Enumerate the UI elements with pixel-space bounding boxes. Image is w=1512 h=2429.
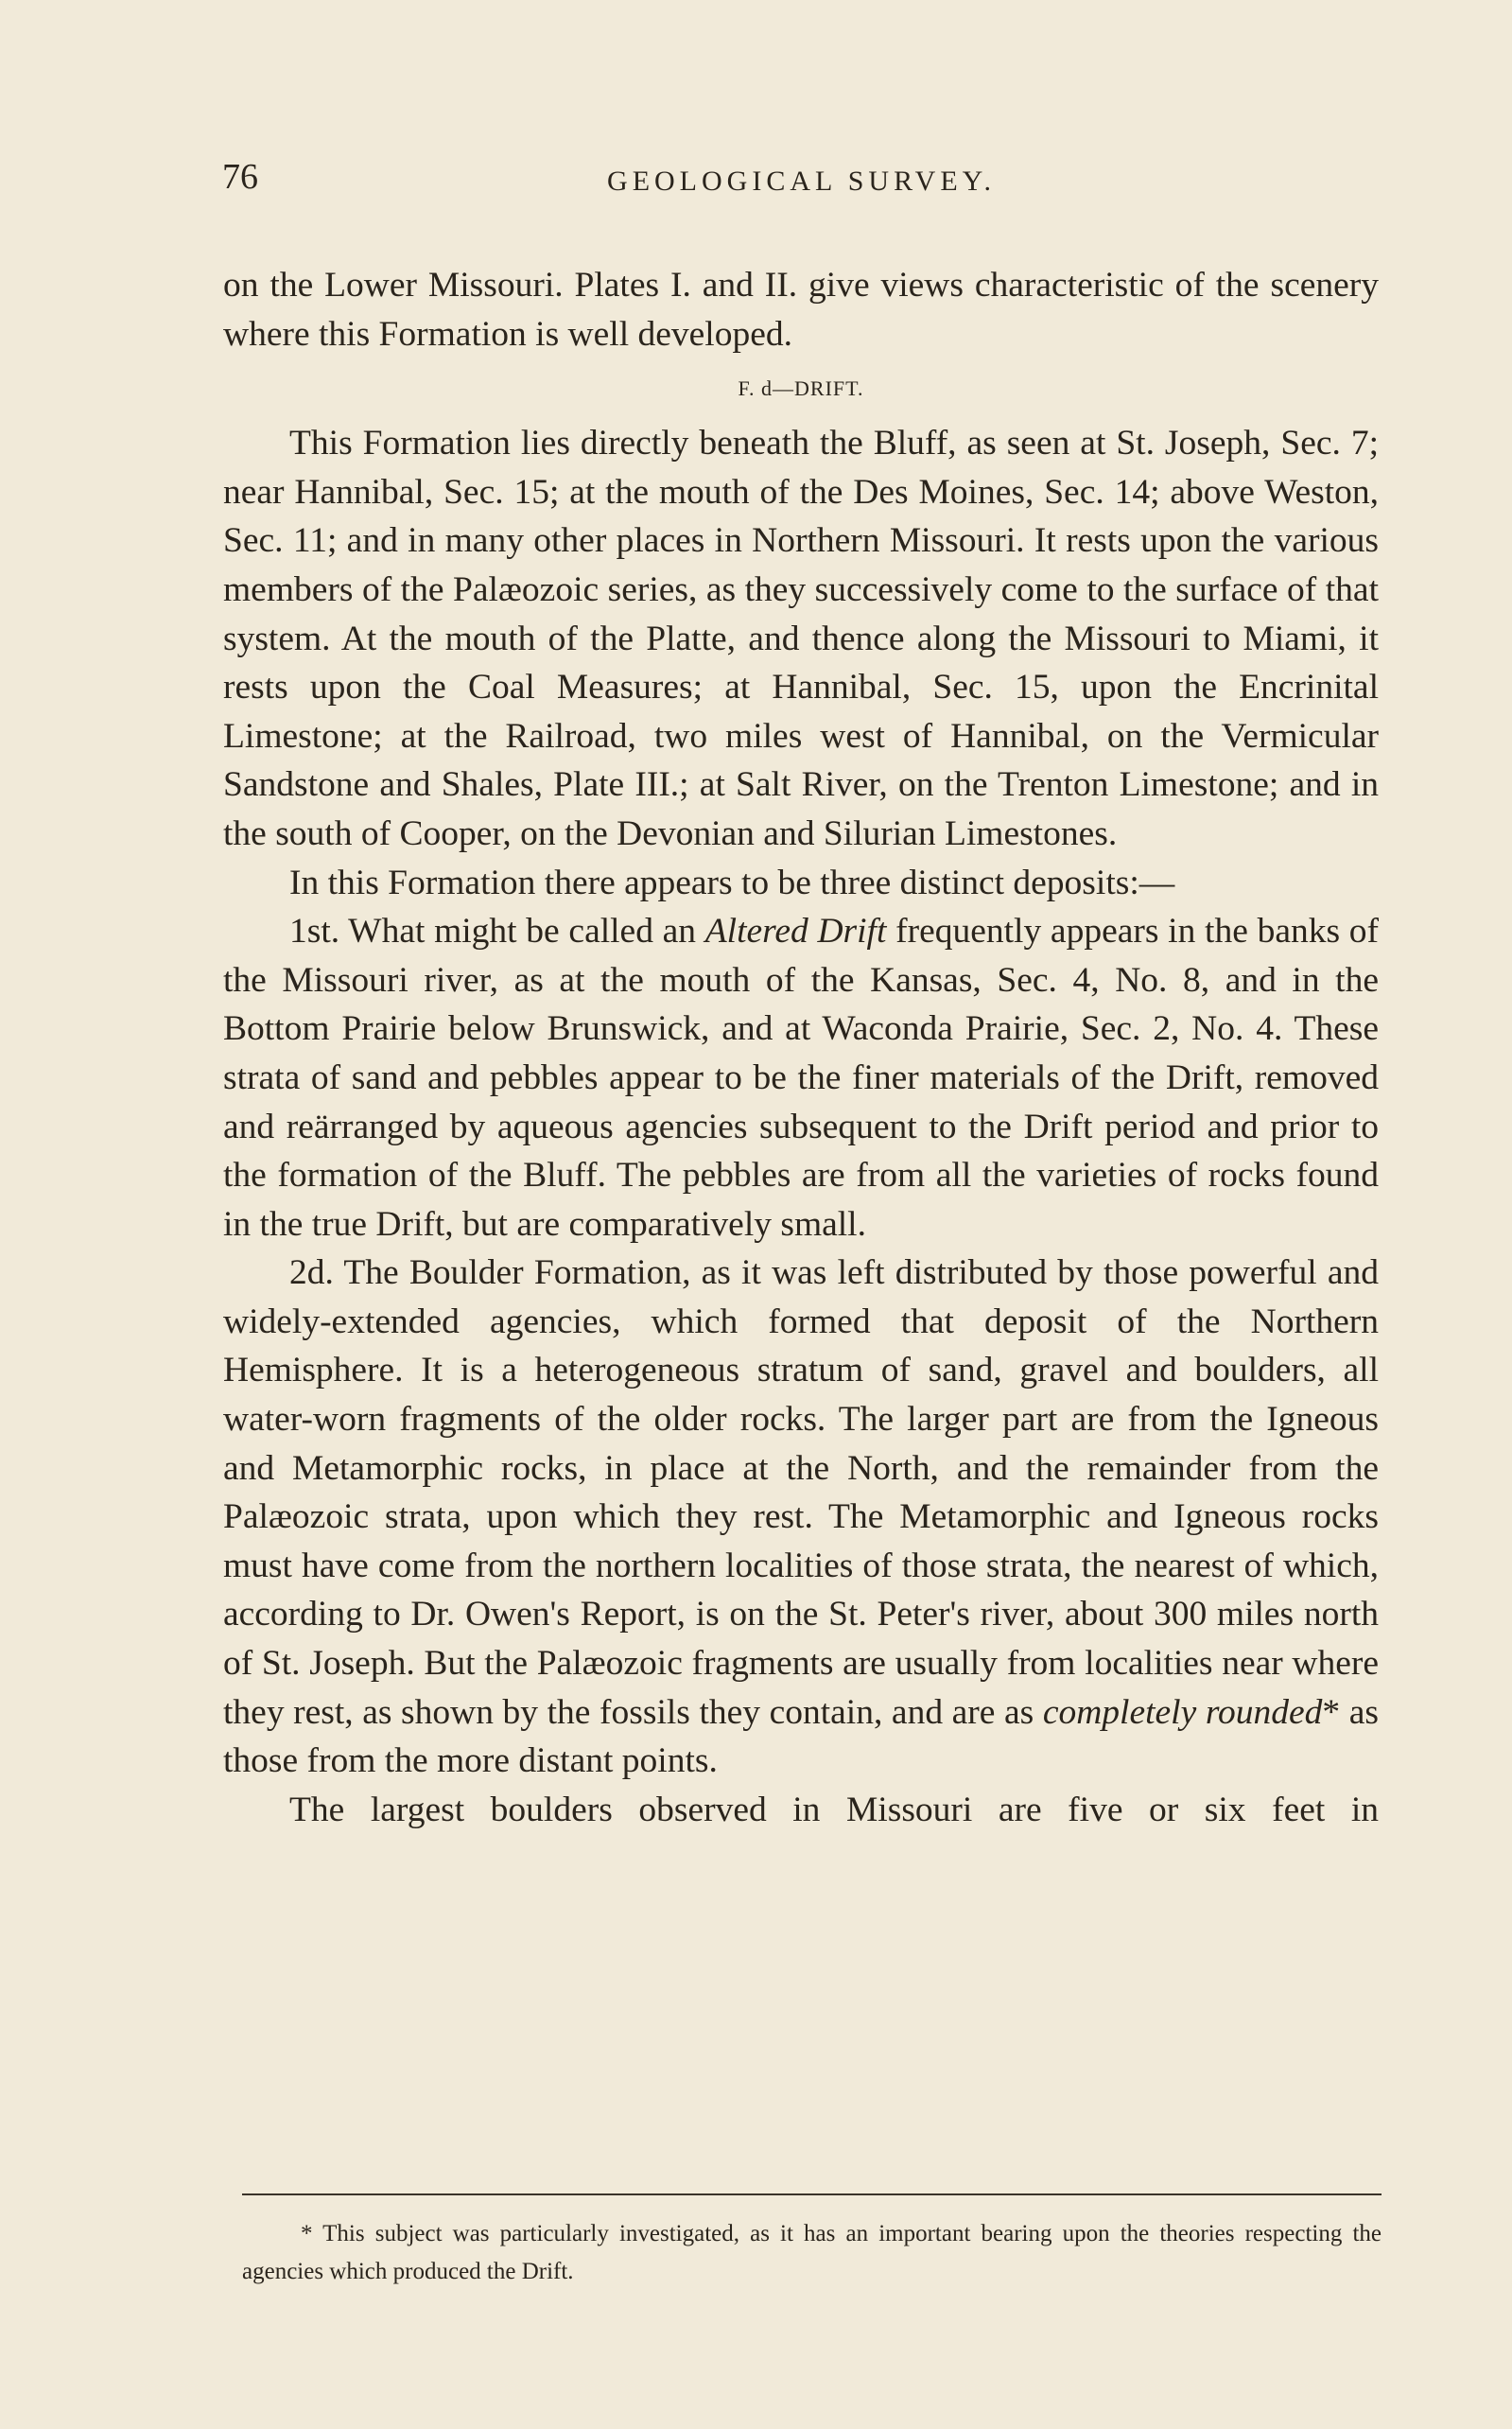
paragraph-1: This Formation lies directly beneath the Bluff, as seen at St. Joseph, Sec. 7; near Hannibal, Sec. 15; at the mouth of the Des Moines, Sec. 14; above Weston, Sec. 11; and in many other places in Northern Missouri. It rests upon the various members of the Palæozoic series, as they successively come to the surface of that system. At the mouth of the Platte, and thence along the Missouri to Miami, it rests upon the Coal Measures; at Hannibal, Sec. 15, upon the Encrinital Limestone; at the Railroad, two miles west of Hannibal, on the Vermicular Sandstone and Shales, Plate III.; at Salt River, on the Trenton Limestone; and in the south of Cooper, on the Devonian and Silurian Limestones. bbox=[223, 424, 1379, 853]
paragraph-3-italic: Altered Drift bbox=[704, 912, 887, 952]
paragraph-4-rest: * as those from the more distant points. bbox=[223, 1692, 1379, 1781]
body-text bbox=[223, 261, 1379, 1834]
page-header bbox=[222, 156, 1381, 203]
paragraph-3-rest: frequently appears in the banks of the Missouri river, as at the mouth of the Kansas, Sec. 4, No. 8, and in the Bottom Prairie below Brunswick, and at Waconda Prairie, Sec. 2, No. 4. These strata of sand and pebbles appear to be the finer materials of the Drift, removed and reärranged by aqueous agencies subsequent to the Drift period and prior to the formation of the Bluff. The pebbles are from all the varieties of rocks found in the true Drift, but are comparatively small. bbox=[223, 912, 1380, 1244]
paragraph-4-lead: 2d. The Boulder Formation, as it was left distributed by those powerful and widely-extended agencies, which formed that deposit of the Northern Hemisphere. It is a heterogeneous stratum of sand, gravel and boulders, all water-worn fragments of the older rocks. The larger part are from the Igneous and Metamorphic rocks, in place at the North, and the remainder from the Palæozoic strata, upon which they rest. The Metamorphic and Igneous rocks must have come from the northern localities of those strata, the nearest of which, according to Dr. Owen's Report, is on the St. Peter's river, about 300 miles north of St. Joseph. But the Palæozoic fragments are usually from localities near where they rest, as shown by the fossils they contain, and are as bbox=[223, 1253, 1379, 1732]
paragraph-4-italic: completely rounded bbox=[1042, 1692, 1323, 1732]
intro-paragraph: on the Lower Missouri. Plates I. and II. give views characteristic of the scenery where this Formation is well developed. bbox=[223, 266, 1379, 354]
paragraph-3 bbox=[223, 907, 1379, 1249]
footnote bbox=[242, 2215, 1382, 2291]
paragraph-5: The largest boulders observed in Missouri are five or six feet in bbox=[289, 1790, 1379, 1829]
section-heading: F. d—DRIFT. bbox=[738, 376, 864, 401]
paragraph-4 bbox=[223, 1249, 1379, 1786]
footnote-text: * This subject was particularly investigated, as it has an important bearing upon the theories respecting the agencies which produced the Drift. bbox=[242, 2221, 1382, 2284]
running-head: GEOLOGICAL SURVEY. bbox=[607, 166, 996, 197]
footnote-rule bbox=[242, 2193, 1382, 2195]
paragraph-3-lead: 1st. What might be called an bbox=[289, 912, 705, 952]
paragraph-2: In this Formation there appears to be three distinct deposits:— bbox=[289, 863, 1175, 902]
page-number: 76 bbox=[222, 157, 258, 197]
